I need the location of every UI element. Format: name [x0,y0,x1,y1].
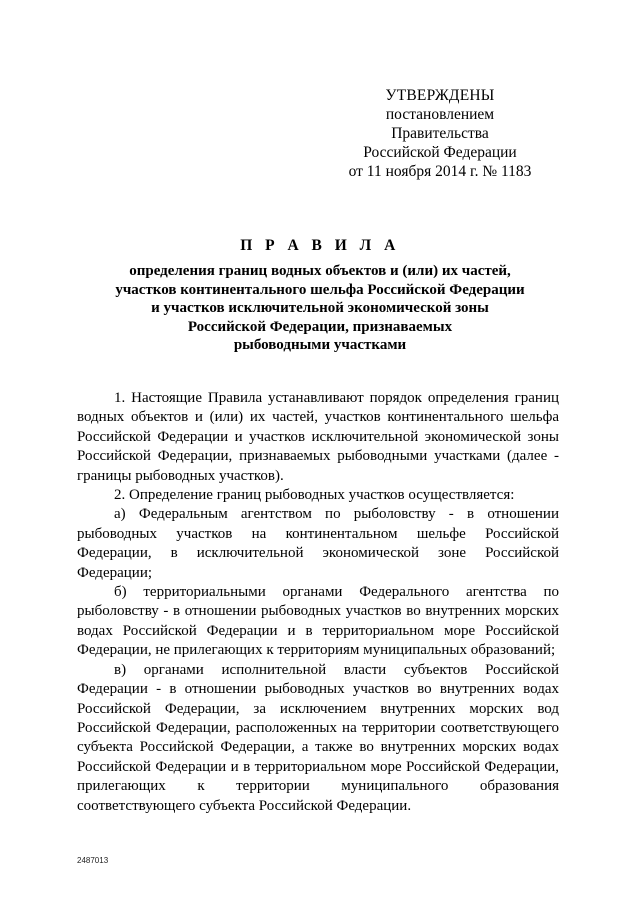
subtitle-line: и участков исключительной экономической зоны [151,300,489,316]
paragraph-2a: а) Федеральным агентством по рыболовству - в отношении рыбоводных участков на континентальном шельфе Российской Федерации, в исключительной экономической зоне Российской Федерации; [77,506,559,581]
paragraph-2c: в) органами исполнительной власти субъектов Российской Федерации - в отношении рыбоводных участков во внутренних водах Российской Федерации, за исключением внутренних морских вод Российской Федерации, расположенных на территории соответствующего субъекта Российской Федерации, а также во внутренних морских водах Российской Федерации и в территориальном море Российской Федерации, прилегающих к территории муниципального образования соответствующего субъекта Российской Федерации. [77,661,559,814]
approval-line-government: Российской Федерации [363,144,517,161]
document-title: П Р А В И Л А [240,237,400,254]
approval-line-decree: постановлением Правительства [385,106,495,142]
document-body [77,389,559,816]
approval-heading: УТВЕРЖДЕНЫ [385,87,495,104]
approval-block [340,86,540,181]
subtitle-line: рыбоводными участками [233,337,407,353]
subtitle-line: Российской Федерации, признаваемых [187,318,453,335]
subtitle-line: определения границ водных объектов и (или) их частей, [129,263,511,279]
paragraph-2: 2. Определение границ рыбоводных участков осуществляется: [114,487,515,504]
approval-line-date: от 11 ноября 2014 г. № 1183 [348,163,532,180]
paragraph-2b: б) территориальными органами Федерального агентства по рыболовству - в отношении рыбоводных участков во внутренних морских водах Российской Федерации и в территориальном море Российской Федерации, не прилегающих к территориям муниципальных образований; [77,584,559,659]
document-code: 2487013 [77,856,109,865]
paragraph-1: 1. Настоящие Правила устанавливают порядок определения границ водных объектов и (или) их частей, участков континентального шельфа Российской Федерации и участков исключительной экономической зоны Российской Федерации, признаваемых рыбоводными участками (далее - границы рыбоводных участков). [77,390,559,484]
subtitle-line: участков континентального шельфа Российской Федерации [115,281,525,298]
document-subtitle [80,262,560,355]
